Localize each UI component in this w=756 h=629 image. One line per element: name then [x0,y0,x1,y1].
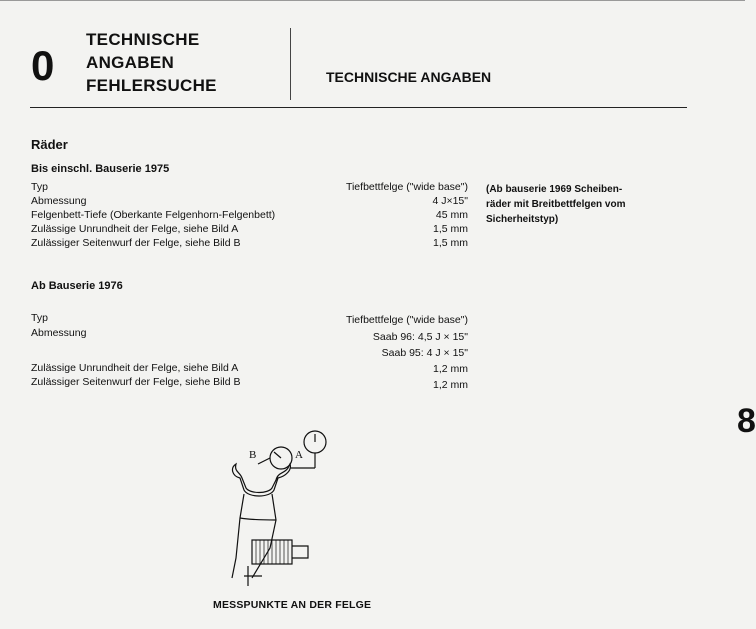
note-line-1: (Ab bauserie 1969 Scheiben- [486,184,623,195]
top-border [0,0,745,1]
block1-label-tiefe: Felgenbett-Tiefe (Oberkante Felgenhorn-Felgenbett) [31,209,276,221]
header-rule [30,107,687,108]
block1-value-seitenwurf: 1,5 mm [432,237,468,249]
block1-labels [31,180,275,250]
block2-label-unrund: Zulässige Unrundheit der Felge, siehe Bild A [31,362,239,374]
section-title: Räder [31,137,68,152]
chapter-number: 0 [31,42,55,89]
gauge-label-a: A [295,449,303,461]
block2-subheading: Ab Bauserie 1976 [31,280,123,292]
block1-label-seitenwurf: Zulässiger Seitenwurf der Felge, siehe Bild B [31,237,241,249]
block1-label-unrund: Zulässige Unrundheit der Felge, siehe Bild A [31,223,239,235]
block2-label-typ: Typ [31,312,48,324]
note-line-2: räder mit Breitbettfelgen vom [486,199,626,210]
block1-value-unrund: 1,5 mm [432,223,468,235]
block2-value-unrund: 1,2 mm [432,363,468,375]
rim-measuring-figure [222,428,332,590]
block2-label-seitenwurf: Zulässiger Seitenwurf der Felge, siehe Bild B [31,376,241,388]
figure-caption: MESSPUNKTE AN DER FELGE [213,599,372,611]
chapter-title-line-3: FEHLERSUCHE [86,76,217,95]
chapter-title [86,28,217,97]
chapter-title-line-2: ANGABEN [86,53,175,72]
block1-label-abmessung: Abmessung [31,195,87,207]
gauge-label-b: B [249,449,257,461]
block2-label-abmessung: Abmessung [31,327,87,339]
header-divider [290,28,291,100]
note-line-3: Sicherheitstyp) [486,214,559,225]
block1-value-abmessung: 4 J×15" [432,195,468,207]
side-page-number: 8 [737,402,756,440]
block2-value-abmessung-96: Saab 96: 4,5 J × 15" [372,331,468,343]
block1-value-tiefe: 45 mm [435,209,468,221]
block2-value-typ: Tiefbettfelge ("wide base") [345,314,468,326]
block1-subheading: Bis einschl. Bauserie 1975 [31,163,170,175]
page-heading: TECHNISCHE ANGABEN [326,69,492,85]
block1-values [300,180,468,250]
block2-value-abmessung-95: Saab 95: 4 J × 15" [381,347,468,359]
block1-note [486,182,625,227]
block1-value-typ: Tiefbettfelge ("wide base") [345,181,468,193]
block1-label-typ: Typ [31,181,48,193]
chapter-title-line-1: TECHNISCHE [86,30,200,49]
wheel-disc [232,494,244,578]
block2-value-seitenwurf: 1,2 mm [432,379,468,391]
